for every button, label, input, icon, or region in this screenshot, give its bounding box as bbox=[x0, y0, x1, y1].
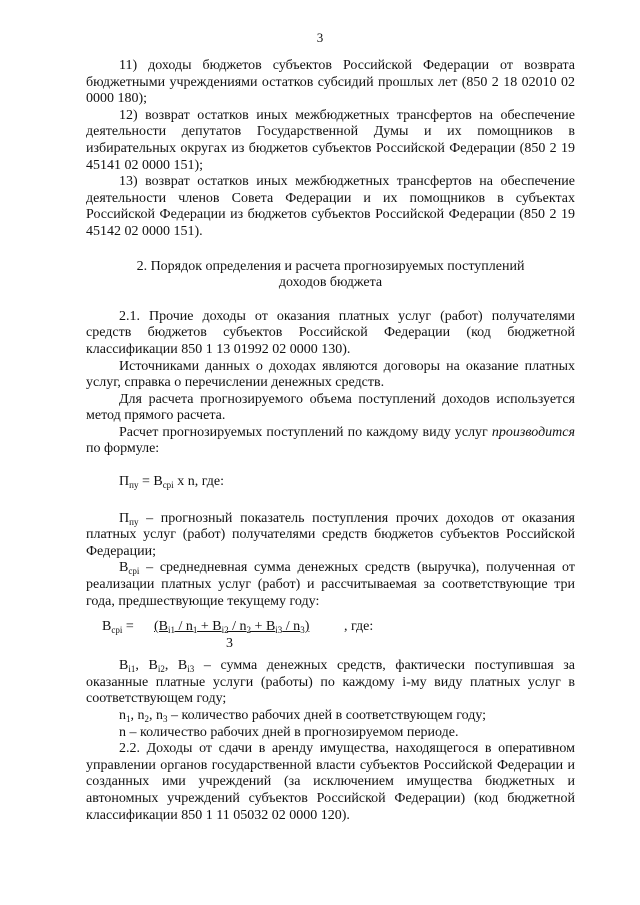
paragraph-formula-intro bbox=[86, 425, 575, 458]
paragraph-method: Для расчета прогнозируемого объема поступлений доходов используется метод прямого расчета. bbox=[86, 391, 575, 424]
formula-intro-italic: производится bbox=[491, 424, 575, 440]
definition-vi: $В_{i1}$, $В_{i2}$, $В_{i3}$ – сумма денежных средств, фактически поступившая за оказанные платные услуги (работы) по каждому i-му виду платных услуг в соответствующем году; bbox=[86, 658, 576, 707]
definition-vsr: $В_{срi}$ – среднедневная сумма денежных средств (выручка), полученная от реализации платных услуг (работ) и рассчитываемая за соответствующие три года, предшествующие текущему году: bbox=[86, 560, 575, 609]
item-13: 13) возврат остатков иных межбюджетных трансфертов на обеспечение деятельности членов Совета Федерации и их помощников в субъектах Российской Федерации из бюджетов субъектов Российской Федерации (850 2 19 45142 02 0000 151). bbox=[86, 174, 575, 239]
definition-ni-text: – количество рабочих дней в соответствующем году; bbox=[167, 708, 487, 723]
paragraph-2-1: 2.1. Прочие доходы от оказания платных услуг (работ) получателями средств бюджетов субъектов Российской Федерации (код бюджетной классификации 850 1 13 01992 02 0000 130). bbox=[86, 308, 575, 357]
formula-intro-tail: по формуле: bbox=[86, 441, 160, 457]
formula-vsr-left: $В_{срi}$ = bbox=[102, 619, 134, 636]
section-heading-line-1: 2. Порядок определения и расчета прогнозируемых поступлений bbox=[136, 258, 525, 274]
definition-ni: $n_1$, $n_2$, $n_3$ – количество рабочих дней в соответствующем году; bbox=[119, 708, 487, 724]
section-heading-line-2: доходов бюджета bbox=[278, 275, 383, 291]
formula-ppu-rest: x n, где: bbox=[173, 474, 224, 490]
paragraph-2-2: 2.2. Доходы от сдачи в аренду имущества, находящегося в оперативном управлении органов государственной власти субъектов Российской Федерации и созданных ими учреждений (за исключением имущества бюджетных и автономных учреждений субъектов Российской Федерации) (код бюджетной классификации 850 1 11 05032 02 0000 120). bbox=[86, 741, 575, 823]
definition-ppu: $П_{пу}$ – прогнозный показатель поступления прочих доходов от оказания платных услуг (работ) получателями средств бюджетов субъектов Российской Федерации; bbox=[86, 510, 575, 559]
formula-vsr-where: , где: bbox=[344, 619, 374, 635]
page-number: 3 bbox=[316, 30, 324, 45]
item-11: 11) доходы бюджетов субъектов Российской Федерации от возврата бюджетными учреждениями остатков субсидий прошлых лет (850 2 18 02010 02 0000 180); bbox=[86, 58, 575, 107]
definition-vi-text: – сумма денежных средств, фактически поступившая за оказанные платные услуги (работы) по каждому i-му виду платных услуг в соответствующем году; bbox=[86, 658, 576, 707]
definition-n: n – количество рабочих дней в прогнозируемом периоде. bbox=[119, 724, 459, 740]
paragraph-sources: Источниками данных о доходах являются договоры на оказание платных услуг, справка о перечислении денежных средств. bbox=[86, 358, 575, 391]
formula-intro-text: Расчет прогнозируемых поступлений по каждому виду услуг bbox=[119, 424, 492, 440]
item-12: 12) возврат остатков иных межбюджетных трансфертов на обеспечение деятельности депутатов Государственной Думы и их помощников в избирательных округах из бюджетов субъектов Российской Федерации (850 2 19 45141 02 0000 151); bbox=[86, 107, 575, 173]
definition-vsr-text: – среднедневная сумма денежных средств (выручка), полученная от реализации платных услуг (работ) и рассчитываемая за соответствующие три года, предшествующие текущему году: bbox=[86, 560, 575, 609]
formula-vsr bbox=[86, 616, 575, 652]
definition-ppu-text: – прогнозный показатель поступления прочих доходов от оказания платных услуг (работ) получателями средств бюджетов субъектов Российской Федерации; bbox=[86, 510, 575, 559]
formula-vsr-numerator: $(В_{i1} / n_1 + В_{i2} / n_2 + В_{i3} / n_3)$ bbox=[154, 619, 310, 636]
document-body bbox=[86, 58, 575, 824]
formula-vsr-denominator: 3 bbox=[226, 636, 233, 652]
section-heading bbox=[86, 259, 575, 292]
formula-ppu: $П_{пу} = В_{срi}$ x n, где: bbox=[119, 474, 224, 491]
